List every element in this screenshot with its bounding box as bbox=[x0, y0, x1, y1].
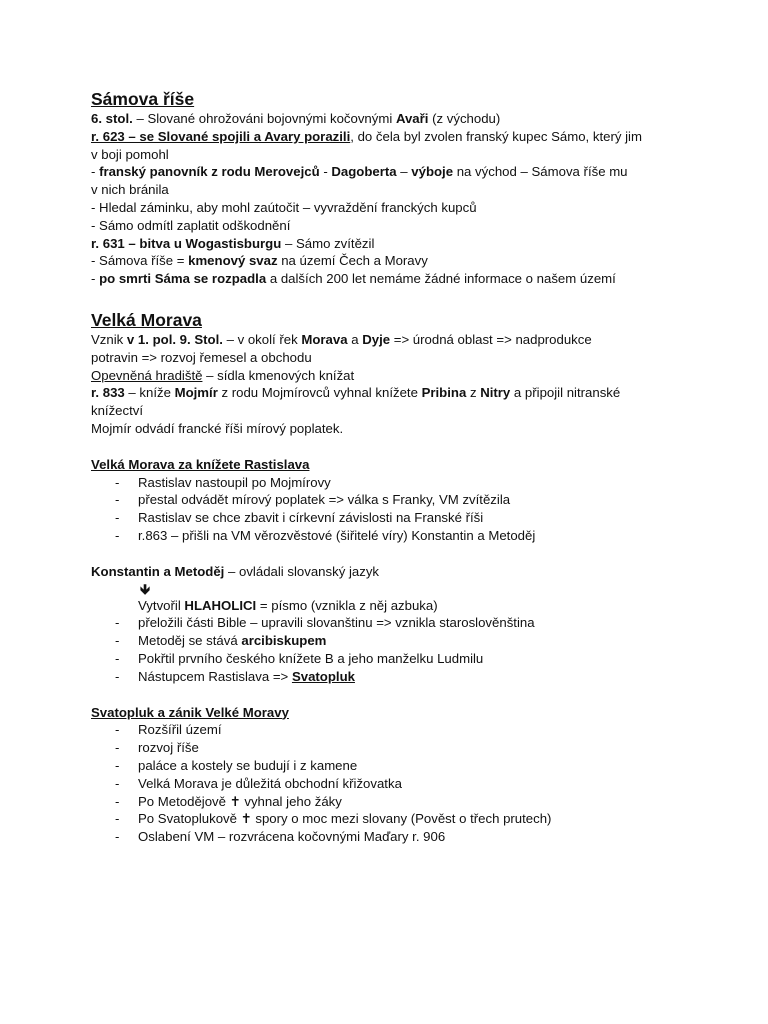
samo-line-4: - franský panovník z rodu Merovejců - Dagoberta – výboje na východ – Sámova říše mu bbox=[91, 164, 628, 180]
list-item: - Po Svatoplukově ✝ spory o moc mezi slovany (Pověst o třech prutech) bbox=[115, 811, 552, 827]
spacer bbox=[91, 288, 691, 309]
vm-line-4: r. 833 – kníže Mojmír z rodu Mojmírovců vyhnal knížete Pribina z Nitry a připojil nitranské bbox=[91, 385, 621, 401]
samo-line-8: r. 631 – bitva u Wogastisburgu – Sámo zvítězil bbox=[91, 235, 375, 251]
samo-line-5: v nich bránila bbox=[91, 182, 169, 198]
samo-line-6: - Hledal záminku, aby mohl zaútočit – vyvraždění franckých kupců bbox=[91, 199, 477, 215]
vm-line-2: potravin => rozvoj řemesel a obchodu bbox=[91, 349, 312, 365]
samo-line-10: - po smrti Sáma se rozpadla a dalších 200 let nemáme žádné informace o našem území bbox=[91, 271, 616, 287]
list-item: - paláce a kostely se budují i z kamene bbox=[115, 757, 358, 773]
list-item: - přeložili části Bible – upravili slovanštinu => vznikla staroslověnština bbox=[115, 615, 535, 631]
samo-line-7: - Sámo odmítl zaplatit odškodnění bbox=[91, 217, 291, 233]
list-item: - Oslabení VM – rozvrácena kočovnými Maďary r. 906 bbox=[115, 829, 446, 845]
vm-line-1: Vznik v 1. pol. 9. Stol. – v okolí řek Morava a Dyje => úrodná oblast => nadprodukce bbox=[91, 331, 592, 347]
vm-line-5: knížectví bbox=[91, 403, 144, 419]
list-item: - r.863 – přišli na VM věrozvěstové (šiřitelé víry) Konstantin a Metoděj bbox=[115, 527, 536, 543]
spacer bbox=[91, 686, 691, 704]
list-item: - Velká Morava je důležitá obchodní křižovatka bbox=[115, 775, 402, 791]
samo-line-2: r. 623 – se Slované spojili a Avary porazili, do čela byl zvolen franský kupec Sámo, který jim bbox=[91, 128, 642, 144]
list-item: - rozvoj říše bbox=[115, 740, 199, 756]
samo-line-3: v boji pomohl bbox=[91, 146, 169, 162]
subheading-konstantin-metodej: Konstantin a Metoděj – ovládali slovanský jazyk bbox=[91, 563, 380, 579]
vm-line-6: Mojmír odvádí francké říši mírový poplatek. bbox=[91, 420, 344, 436]
list-item: - Po Metodějově ✝ vyhnal jeho žáky bbox=[115, 793, 342, 809]
list-item: - Metoděj se stává arcibiskupem bbox=[115, 633, 327, 649]
list-item: - Pokřtil prvního českého knížete B a jeho manželku Ludmilu bbox=[115, 650, 484, 666]
list-item: - Rastislav nastoupil po Mojmírovy bbox=[115, 474, 331, 490]
spacer bbox=[91, 438, 691, 456]
spacer bbox=[91, 545, 691, 563]
glagolitic-line: Vytvořil HLAHOLICI = písmo (vznikla z něj azbuka) bbox=[138, 597, 438, 613]
list-item: - Nástupcem Rastislava => Svatopluk bbox=[115, 668, 355, 684]
vm-line-3: Opevněná hradiště – sídla kmenových knížat bbox=[91, 367, 355, 383]
samo-line-9: - Sámova říše = kmenový svaz na území Čech a Moravy bbox=[91, 253, 428, 269]
list-item: - Rozšířil území bbox=[115, 722, 222, 738]
subheading-svatopluk: Svatopluk a zánik Velké Moravy bbox=[91, 704, 289, 720]
section-title-vm: Velká Morava bbox=[91, 309, 202, 330]
section-title-samo: Sámova říše bbox=[91, 89, 195, 109]
list-item: - Rastislav se chce zbavit i církevní závislosti na Franské říši bbox=[115, 510, 484, 526]
list-item: - přestal odvádět mírový poplatek => válka s Franky, VM zvítězila bbox=[115, 492, 511, 508]
document-page bbox=[91, 88, 691, 846]
samo-line-1: 6. stol. – Slované ohrožováni bojovnými kočovnými Avaři (z východu) bbox=[91, 111, 501, 126]
down-arrow-icon: 🡻 bbox=[140, 580, 151, 597]
subheading-rastislav: Velká Morava za knížete Rastislava bbox=[91, 456, 310, 472]
